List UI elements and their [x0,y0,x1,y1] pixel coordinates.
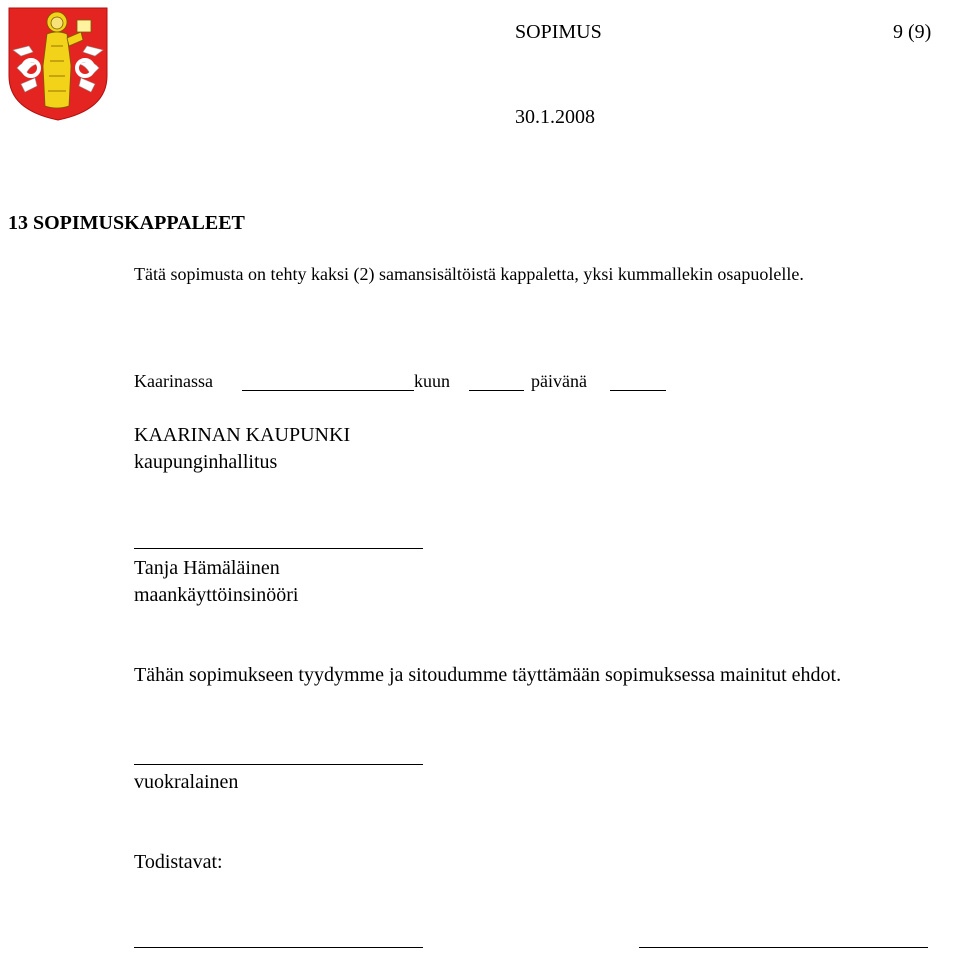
day-blank-line [469,390,524,391]
document-type: SOPIMUS [515,21,602,43]
party-body: kaupunginhallitus [134,451,278,473]
month-blank-line [242,390,414,391]
acceptance-text: Tähän sopimukseen tyydymme ja sitoudumme täyttämään sopimuksessa mainitut ehdot. [134,664,842,686]
day-label: päivänä [531,371,587,391]
month-label: kuun [414,371,450,391]
party-name: KAARINAN KAUPUNKI [134,424,351,446]
page-indicator: 9 (9) [893,21,932,43]
witness-2-signature-line [639,947,928,948]
kaarina-coat-of-arms-icon [7,6,109,122]
signature-line [134,548,423,549]
document-date: 30.1.2008 [515,106,595,128]
witness-1-signature-line [134,947,423,948]
witnesses-label: Todistavat: [134,851,223,873]
signer-title: maankäyttöinsinööri [134,584,299,606]
place-label: Kaarinassa [134,371,213,391]
signer-name: Tanja Hämäläinen [134,557,280,579]
year-blank-line [610,390,666,391]
tenant-signature-line [134,764,423,765]
tenant-label: vuokralainen [134,771,239,793]
section-paragraph: Tätä sopimusta on tehty kaksi (2) samansisältöistä kappaletta, yksi kummallekin osapuolelle. [134,264,804,284]
section-heading: 13 SOPIMUSKAPPALEET [8,212,245,234]
